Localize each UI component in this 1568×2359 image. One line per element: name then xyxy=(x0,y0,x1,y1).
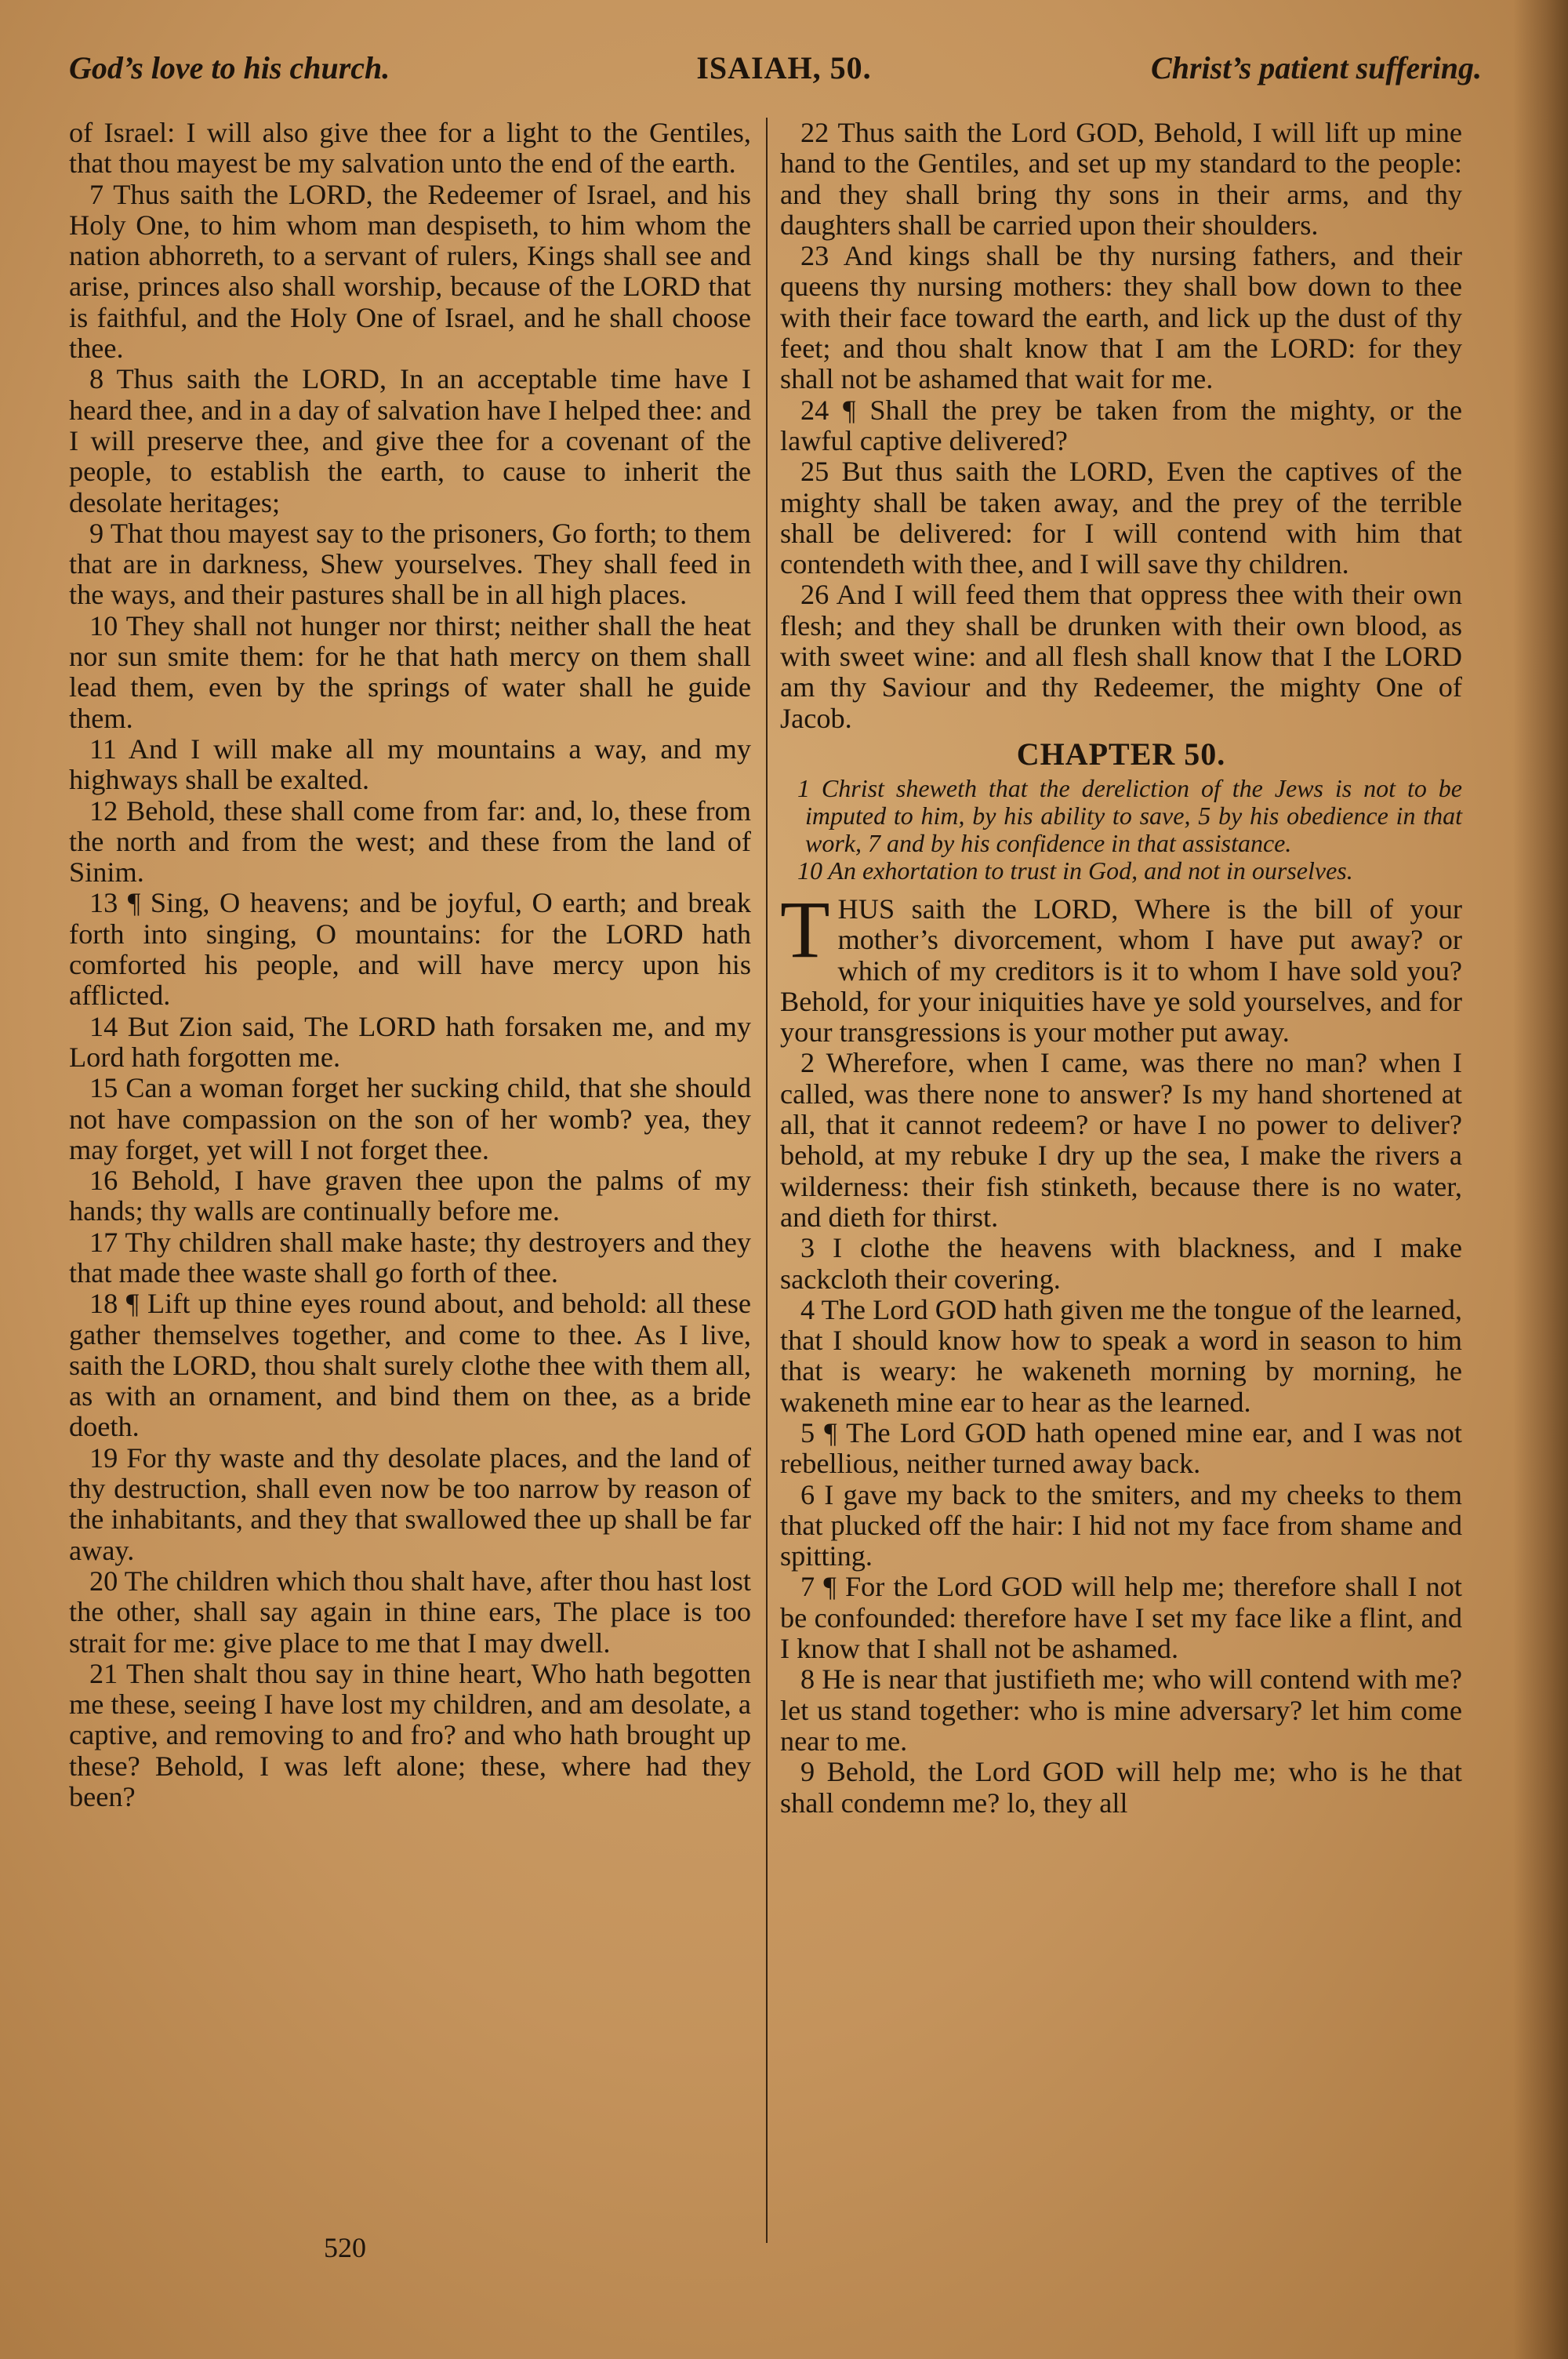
verse-paragraph: 22 Thus saith the Lord GOD, Behold, I will lift up mine hand to the Gentiles, and set up my standard to the people: and they shall bring thy sons in their arms, and thy daughters shall be carried upon their shoulders. xyxy=(780,117,1462,241)
verse-paragraph: 10 They shall not hunger nor thirst; neither shall the heat nor sun smite them: for he that hath mercy on them shall lead them, even by the springs of water shall he guide them. xyxy=(69,609,751,734)
verse-paragraph: 9 Behold, the Lord GOD will help me; who is he that shall condemn me? lo, they all xyxy=(780,1756,1462,1819)
verse-paragraph: 21 Then shalt thou say in thine heart, Who hath begotten me these, seeing I have lost my children, and am desolate, a captive, and removing to and fro? and who hath brought up these? Behold, I was left alone; these, where had they been? xyxy=(69,1657,751,1813)
running-head-center: ISAIAH, 50. xyxy=(696,50,872,85)
verse-paragraph: 11 And I will make all my mountains a way, and my highways shall be exalted. xyxy=(69,732,751,796)
verse-paragraph: 20 The children which thou shalt have, after thou hast lost the other, shall say again in thine ears, The place is too strait for me: give place to me that I may dwell. xyxy=(69,1565,751,1659)
verse-paragraph: 25 But thus saith the LORD, Even the captives of the mighty shall be taken away, and the prey of the terrible shall be delivered: for I will contend with him that contendeth with thee, and I will save thy children. xyxy=(780,456,1462,580)
verse-paragraph: 7 Thus saith the LORD, the Redeemer of Israel, and his Holy One, to him whom man despiseth, to him whom the nation abhorreth, to a servant of rulers, Kings shall see and arise, princes also shall worship, because of the LORD that is faithful, and the Holy One of Israel, and he shall choose thee. xyxy=(69,178,751,365)
first-verse xyxy=(780,884,1462,1049)
running-head-left: God’s love to his church. xyxy=(69,50,390,85)
verse-paragraph: 16 Behold, I have graven thee upon the palms of my hands; thy walls are continually before me. xyxy=(69,1165,751,1227)
page-edge-shadow xyxy=(1513,0,1568,2359)
chapter-heading: CHAPTER 50. xyxy=(1016,736,1226,772)
verse-paragraph: 8 Thus saith the LORD, In an acceptable time have I heard thee, and in a day of salvation have I helped thee: and I will preserve thee, and give thee for a covenant of the people, to establish the earth, to cause to inherit the desolate heritages; xyxy=(69,363,751,518)
verse-paragraph: 14 But Zion said, The LORD hath forsaken me, and my Lord hath forgotten me. xyxy=(69,1010,751,1073)
verse-paragraph: 8 He is near that justifieth me; who will contend with me? let us stand together: who is mine adversary? let him come near to me. xyxy=(780,1663,1462,1757)
verse-paragraph: 17 Thy children shall make haste; thy destroyers and they that made thee waste shall go forth of thee. xyxy=(69,1226,751,1289)
left-column xyxy=(69,118,751,1812)
column-divider xyxy=(766,118,768,2243)
drop-cap: T xyxy=(780,884,830,975)
running-head-right: Christ’s patient suffering. xyxy=(1151,50,1482,85)
verse-paragraph: 26 And I will feed them that oppress thee with their own flesh; and they shall be drunken with their own blood, as with sweet wine: and all flesh shall know that I the LORD am thy Saviour and thy Redeemer, the mighty One of Jacob. xyxy=(780,579,1462,734)
verse-paragraph: 24 ¶ Shall the prey be taken from the mighty, or the lawful captive delivered? xyxy=(780,394,1462,456)
verse-paragraph: 19 For thy waste and thy desolate places, and the land of thy destruction, shall even now be too narrow by reason of the inhabitants, and they that swallowed thee up shall be far away. xyxy=(69,1441,751,1566)
verse-paragraph: 15 Can a woman forget her sucking child, that she should not have compassion on the son of her womb? yea, they may forget, yet will I not forget thee. xyxy=(69,1072,751,1165)
chapter-opening xyxy=(780,884,1462,1049)
chapter-summary xyxy=(780,775,1462,885)
verse-paragraph: 13 ¶ Sing, O heavens; and be joyful, O earth; and break forth into singing, O mountains: for the LORD hath comforted his people, and will have mercy upon his afflicted. xyxy=(69,887,751,1012)
verse-paragraph: 2 Wherefore, when I came, was there no man? when I called, was there none to answer? Is my hand shortened at all, that it cannot redeem? or have I no power to deliver? behold, at my rebuke I dry up the sea, I make the rivers a wilderness: their fish stinketh, because there is no water, and dieth for thirst. xyxy=(780,1047,1462,1233)
verse-paragraph: of Israel: I will also give thee for a light to the Gentiles, that thou mayest be my salvation unto the end of the earth. xyxy=(69,117,751,180)
verse-paragraph: 23 And kings shall be thy nursing fathers, and their queens thy nursing mothers: they shall bow down to thee with their face toward the earth, and lick up the dust of thy feet; and thou shalt know that I am the LORD: for they shall not be ashamed that wait for me. xyxy=(780,240,1462,395)
verse-paragraph: 6 I gave my back to the smiters, and my cheeks to them that plucked off the hair: I hid not my face from shame and spitting. xyxy=(780,1478,1462,1572)
verse-paragraph: 7 ¶ For the Lord GOD will help me; therefore shall I not be confounded: therefore have I set my face like a flint, and I know that I shall not be ashamed. xyxy=(780,1571,1462,1665)
summary-line: 10 An exhortation to trust in God, and not in ourselves. xyxy=(797,856,1353,885)
right-column xyxy=(780,118,1462,1819)
verse-paragraph: 9 That thou mayest say to the prisoners, Go forth; to them that are in darkness, Shew yourselves. They shall feed in the ways, and their pastures shall be in all high places. xyxy=(69,517,751,611)
verse-paragraph: 12 Behold, these shall come from far: and, lo, these from the north and from the west; and these from the land of Sinim. xyxy=(69,794,751,889)
verse-paragraph: 18 ¶ Lift up thine eyes round about, and behold: all these gather themselves together, and come to thee. As I live, saith the LORD, thou shalt surely clothe thee with them all, as with an ornament, and bind them on thee, as a bride doeth. xyxy=(69,1288,751,1443)
verse-paragraph: 5 ¶ The Lord GOD hath opened mine ear, and I was not rebellious, neither turned away back. xyxy=(780,1416,1462,1480)
verse-paragraph: 4 The Lord GOD hath given me the tongue of the learned, that I should know how to speak a word in season to him that is weary: he wakeneth morning by morning, he wakeneth mine ear to hear as the learned. xyxy=(780,1293,1462,1418)
first-verse-text: HUS saith the LORD, Where is the bill of your mother’s divorcement, whom I have put away? or which of my creditors is it to whom I have sold you? Behold, for your iniquities have ye sold yourselves, and for your transgressions is your mother put away. xyxy=(780,892,1462,1049)
page-number: 520 xyxy=(324,2232,366,2263)
verse-paragraph: 3 I clothe the heavens with blackness, and I make sackcloth their covering. xyxy=(780,1232,1462,1295)
summary-line: 1 Christ sheweth that the dereliction of the Jews is not to be imputed to him, by his ability to save, 5 by his obedience in that work, 7 and by his confidence in that assistance. xyxy=(797,773,1462,857)
